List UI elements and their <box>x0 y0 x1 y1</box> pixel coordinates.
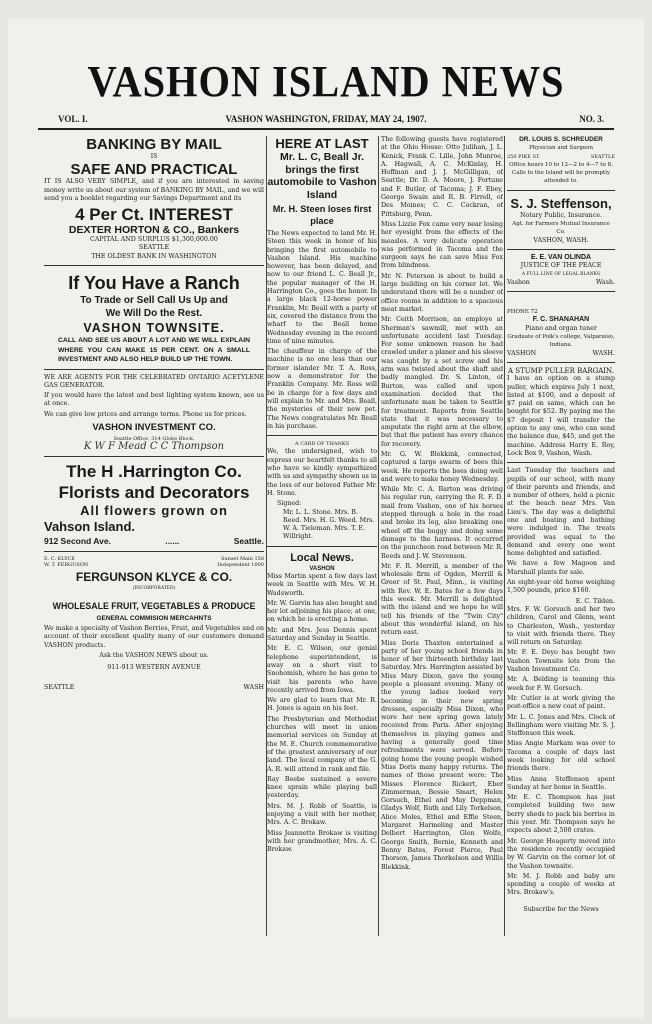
vanolinda-name: E. E. VAN OLINDA <box>530 253 592 261</box>
news-item: Mr. Ceith Morrison, an employe at Sherman's sawmill, met with an unfortunate accident last Tuesday. For some unknown reason he had crawled under a planer and his sleeve was caught by a set screw and his arm was twisted about the shaft and badly mangled. Dr. S. Linton, of Burton, was called and upon examination decided that the unfortunate man be taken to Seattle for treatment. Reports from Seattle state that it was necessary to amputate the right arm at the elbow, but that the patient has every chance for recovery. <box>381 316 503 448</box>
shanahan-location <box>507 350 615 358</box>
news-item: An eight-year old horse weighing 1,500 pounds, price $160. <box>507 579 615 595</box>
news-item: We have a few Magoon and Marshall plants for sale. <box>507 560 615 576</box>
divider <box>507 190 615 191</box>
news-item: Mr. N. Peterson is about to build a large building on his corner lot. We understand there will be a number of office rooms in addition to a spacious meat market. <box>381 272 503 313</box>
news-item: Mr. George Heagerty moved into the residence recently occupied by W. Garvin on the corner lot of the Vashon townsite. <box>507 837 615 870</box>
harrington-dots: ...... <box>165 535 180 546</box>
subscribe-line: Subscribe for the News <box>523 905 599 913</box>
shanahan-town: VASHON <box>507 349 537 357</box>
ferguson-body: We make a specialty of Vashon Berries, Fruit, and Vegetables and on account of their excellent quality many of our customers demand VASHON products. <box>44 624 264 649</box>
news-item: Mr. L. C. Jones and Mrs. Clock of Bellingham were visiting Mr. S. J. Steffenson this week. <box>507 713 615 738</box>
shanahan-title: Piano and organ tuner <box>525 324 597 332</box>
cards-column <box>504 136 615 936</box>
volume-label: VOL. I. <box>58 114 88 124</box>
ferguson-partner-1: E. C. KLYCE <box>44 555 76 562</box>
harrington-flowers: All flowers grown on <box>80 502 228 518</box>
lead-subhead: Mr. L. C, Beall Jr. brings the first automobile to Vashon Island <box>267 151 377 201</box>
bank-capital: CAPITAL AND SURPLUS $1,300,000.00 <box>90 236 218 244</box>
phone-number: PHONE 72 <box>507 309 538 316</box>
local-item: Miss Jeannette Brokaw is visiting with her grandmother, Mrs. A. C. Brokaw. <box>267 829 377 854</box>
bank-body: IT IS ALSO VERY SIMPLE, and if you are interested in saving money write us about our system of BANKING BY MAIL, and we will send you a booklet regarding our Savings Department and its <box>44 178 264 202</box>
ferguson-partner-2: W. T. FERGUSON <box>44 562 89 569</box>
news-item: Miss Lizzie Fox came very near losing her eyesight from the effects of the measles. A very delicate operation was performed in Tacoma and the surgeon says he can save Miss Fox from blindness. <box>381 220 503 270</box>
harrington-city: Seattle. <box>233 535 264 546</box>
bank-city: SEATTLE <box>138 244 170 252</box>
dateline-bar <box>38 114 614 130</box>
ferguson-seattle: SEATTLE <box>44 684 75 692</box>
ranch-body: CALL AND SEE US ABOUT A LOT AND WE WILL EXPLAIN WHERE YOU CAN MAKE 15 PER CENT. ON A SMALL INVESTMENT AND ALSO HELP BUILD UP THE TOWN. <box>58 337 250 364</box>
local-item: The Presbyterian and Methodist churches will meet in union memorial services on Sunday at the M. E. Church commemorative of the greatest anniversary of our land. The local company of the G. A. R. will attend in rank and file. <box>267 715 377 773</box>
vanolinda-town: Vashon <box>507 278 530 286</box>
local-item: Miss Martin spent a few days last week in Seattle with Mrs. W. H. Wadsworth. <box>267 572 377 597</box>
ferguson-incorporated: (INCORPORATED) <box>132 585 176 591</box>
local-item: We are glad to learn that Mr. R. H. Jones is again on his feet. <box>267 697 377 713</box>
news-item: Mr. G. W. Blekkink, connected, captured a large swarm of bees this week. He reports the bees doing well and were to make honey Wednesday. <box>381 450 503 483</box>
local-item: Mr. E. C. Wilson, our genial telephone superintendent, is away on a short visit to Snohomish, where he has gone to visit his parents who have recently arrived from Iowa. <box>267 645 377 694</box>
ferguson-wholesale: WHOLESALE FRUIT, VEGETABLES & PRODUCE <box>52 600 256 611</box>
ferguson-wash: WASH <box>243 684 264 692</box>
news-item: Mr. Cutler is at work giving the post-office a new coat of paint. <box>507 694 615 711</box>
news-item: Miss Anna Steffenson spent Sunday at her home in Seattle. <box>507 775 615 791</box>
card-signed: Signed: <box>277 500 302 508</box>
doctor-title: Physician and Surgeon <box>529 145 593 152</box>
divider <box>507 291 615 292</box>
steffenson-title: Notary Public, Insurance. <box>520 211 602 219</box>
masthead-title: VASHON ISLAND NEWS <box>87 57 565 106</box>
ranch-headline: If You Have a Ranch <box>68 273 240 294</box>
bank-safe: SAFE AND PRACTICAL <box>70 161 238 179</box>
news-item-signature: E. C. Tilden. <box>575 597 615 605</box>
news-column <box>378 136 503 936</box>
lead-body: The News expected to land Mr. H. Steen this week in honor of his bringing the first automobile to Vashon Island. His machine however, has been delayed, and now to our friend L. C. Beall Jr., the popular manager of the H. Harrington Co., goes the honor. In a large black 12-horse power Franklin, Mr. Beall with a party of six, covered the distance from the wharf to the Beall home Wednesday evening in the record time of nine minutes. <box>267 230 377 345</box>
card-body: We, the undersigned, wish to express our heartfelt thanks to all who have so kindly sympathized with us and sympathy shown us in the loss of our beloved Father Mr. H. Stone. <box>267 448 377 497</box>
lead-subhead-2: Mr. H. Steen loses first place <box>272 204 372 226</box>
divider <box>507 249 615 250</box>
ranch-sub1: To Trade or Sell Call Us Up and <box>80 295 228 307</box>
ferguson-ask: Ask the VASHON NEWS about us. <box>99 651 209 659</box>
vanolinda-line: A FULL LINE OF LEGAL BLANKS <box>521 271 601 277</box>
agents-text: WE ARE AGENTS FOR THE CELEBRATED ONTARIO ACETYLENE GAS GENERATOR. <box>44 373 264 389</box>
divider <box>44 369 264 370</box>
ferguson-name: FERGUNSON KLYCE & CO. <box>75 569 233 584</box>
news-item: Mr. F. E. Deyo has bought two Vashon Townsite lots from the Vashon Investment Co. <box>507 649 615 674</box>
ferguson-general: GENERAL COMMISION MERCAHNTS <box>96 614 212 622</box>
harrington-address-line <box>44 535 264 547</box>
vanolinda-location <box>507 279 615 287</box>
lead-article-column <box>266 136 377 936</box>
doctor-calls: Calls to the Island will be promptly attended to. <box>512 170 610 185</box>
divider <box>507 362 615 363</box>
local-item: Mr. W. Garvin has also bought and her lot adjoining his place; at one, on which he is erecting a home. <box>267 599 377 624</box>
harrington-headline: The H .Harrington Co. <box>66 461 242 481</box>
bank-name: DEXTER HORTON & CO., Bankers <box>68 224 240 237</box>
doctor-street: 250 PIKE ST. <box>507 153 541 160</box>
news-item: Last Tuesday the teachers and pupils of our school, with many of their parents and friends, and a number of others, held a picnic at the beach near Mrs. Van Lieu's. The day was a delightful one and boating and bathing were indulged in. The treats provided was equal to the demand and every one went home delighted and satisfied. <box>507 467 615 558</box>
news-item: Miss Angie Markam was over to Tacoma a couple of days last week looking for old school friends there. <box>507 740 615 773</box>
divider <box>267 546 377 547</box>
harrington-island: Vahson Island. <box>44 518 136 534</box>
ferguson-phone-2: Independent 1000 <box>217 562 264 569</box>
stump-body: I have an option on a stump puller, which expires July 1 next, listed at $100, and a deposit of $7 paid on same, which can be bought for $52. By paying me the $7 deposit I will transfer the option to any one, who can send the balance due, $45, and get the machine. Address Harry E. Roy, Lock Box 9, Vashon, Wash. <box>507 375 615 457</box>
ferguson-phone-1: Sunset Main 158 <box>220 555 264 562</box>
steffenson-address: VASHON, WASH. <box>533 236 589 244</box>
shanahan-name: F. C. SHANAHAN <box>532 316 590 324</box>
doctor-name: DR. LOUIS S. SCHREUDER <box>519 136 603 143</box>
harrington-florists: Florists and Decorators <box>58 482 250 502</box>
local-item: Mr. and Mrs. Jess Dennis spent Saturday and Sunday in Seattle. <box>267 626 377 643</box>
news-item: Mr. E. C. Thompson has just completed building two new berry sheds to pack his berries in this year. Mr. Thompson says he expects about 2,500 crates. <box>507 794 615 835</box>
bank-headline: BANKING BY MAIL <box>86 136 222 153</box>
steffenson-name: S. J. Steffenson, <box>510 195 612 211</box>
investment-co-name: VASHON INVESTMENT CO. <box>92 422 216 434</box>
divider <box>44 456 264 457</box>
steffenson-agent: Agt. for Farmers Mutual Insurance Co. <box>512 221 610 236</box>
card-headline: A CARD OF THANKS <box>295 441 349 448</box>
bank-interest: 4 Per Ct. INTEREST <box>75 205 233 225</box>
vanolinda-title: JUSTICE OF THE PEACE <box>520 262 602 270</box>
harrington-address: 912 Second Ave. <box>44 535 111 546</box>
investment-signature: K W F Mead C C Thompson <box>83 441 225 453</box>
ads-column <box>44 136 264 936</box>
divider <box>44 265 264 266</box>
news-item: Miss Doris Thaxton entertained a party of her young school friends in honor of her thirteenth birthday last Saturday. Mrs. Harrington assisted by Miss Mary Dixon, gave the young people a pleasant evening. Many of the young ladies looked very becoming in their new spring dresses, especially Miss Dixon, who wore her new spring gown lately received from Paris. After enjoying themselves in playing games and having a generally good time refreshments were served. Before going home the young people wished Miss Doris many happy returns. The names of those present were: The Misses Florence Rickert, Eber Zimmerman, Bessie Smart, Helen Gorsuch, Ethel and May Deppman, Gladys Wolf, Ruth and Lily Torkelson, Alice Moles, Ethel and Effie Steen, Margaret Harmeling and Master Delbert Harrington, Glen Wolfe, George Smith, Bernie, Kenneth and Benny Bates, Forest Pierce, Paul Thorson, James Thorkelson and Willis Blekkink. <box>381 639 503 871</box>
news-item: Mrs. F. W. Gorsuch and her two children, Carol and Glenn, went to Charleston, Wash., yesterday to visit with friends there. They will return on Saturday. <box>507 605 615 647</box>
lead-headline: HERE AT LAST <box>275 136 369 151</box>
ranch-sub2: We Will Do the Rest. <box>105 308 203 320</box>
ranch-townsite: VASHON TOWNSITE. <box>83 321 225 336</box>
shanahan-state: WASH. <box>592 349 615 357</box>
local-news-place: VASHON <box>309 565 335 572</box>
local-item: Ray Beebe sustained a severe knee sprain while playing ball yesterday. <box>267 775 377 800</box>
news-item: Mr. F. R. Merrill, a member of the wholesale firm of Ogden, Merrill & Greer of St. Paul, Minn., is visiting with Rev. W. E. Bates for a few days this week. Mr. Merrill is delighted with the island and we hope he will tell his friends of the "Twin City" about this wonderful island, on his return east. <box>381 562 503 637</box>
bank-oldest: THE OLDEST BANK IN WASHINGTON <box>91 252 217 260</box>
news-item: While Mr. C. A. Barton was driving his regular run, carrying the R. F. D. mail from Vashon, one of his horses stepped through a hole in the road and broke its leg, also breaking one wheel off the buggy and doing some damage to the harness. It occurred on the puncheon road between Mr. R. Reeds and J. W. Stevenson. <box>381 486 503 560</box>
stump-headline: A STUMP PULLER BARGAIN. <box>508 366 614 375</box>
local-news-headline: Local News. <box>290 551 354 564</box>
doctor-address <box>507 153 615 161</box>
dateline-text: VASHON WASHINGTON, FRIDAY, MAY 24, 1907. <box>225 114 427 124</box>
divider <box>267 435 377 436</box>
news-item: Mr. M. J. Robb and baby are spending a couple of weeks at Mrs. Brokaw's. <box>507 872 615 897</box>
issue-number: NO. 3. <box>579 114 604 124</box>
local-item: Mrs. M. J. Robb of Seattle, is enjoying a visit with her mother, Mrs. A. C. Brokaw. <box>267 802 377 827</box>
divider <box>44 551 264 552</box>
card-names: Mr. L. L. Stone. Mrs. B. Reed. Mrs. H. G. Weed. Mrs. W. A. Tieleman. Mrs. T. E. Willright. <box>283 508 375 541</box>
news-item: The following guests have registered at the Ohio House: Otto Julihan, J. L. Kenick, Frank C. Lille, John Munroe, A. Hagwall, A. C. McKinlay, H. Hoffman and J. J. McGilligan, of Seattle; Dr. D. A. Moore, J. Fortune and F. Butler, of Tacoma; J. F. Ebey, George Swain and R. B. Firrell, of Des Moines; C. C. Cockran, of Pittsburg, Penn. <box>381 136 503 218</box>
divider <box>507 462 615 463</box>
vanolinda-state: Wash. <box>596 278 615 286</box>
news-item: Mr. A. Belding is teaming this week for F. W. Gorsuch. <box>507 676 615 692</box>
bank-is: IS <box>150 153 158 160</box>
ferguson-bottom <box>44 684 264 692</box>
shanahan-graduate: Graduate of Polk's college, Valparaiso, Indiana. <box>507 334 615 349</box>
doctor-hours: Office hours 10 to 12—2 to 4—7 to 8. <box>509 161 613 168</box>
newspaper-page <box>8 18 644 1018</box>
lead-body-2: The chauffeur in charge of the machine is no one less than our former islander Mr. T. A. Ross, now a demonstrator for the Franklin Company. Mr. Ross will be in charge for a few days and will explain to Mr. and Mrs. Beall, the mysteries of their new pet. The News congratulates Mr. Beall in his purchase. <box>267 348 377 430</box>
agents-text-3: We can give low prices and arrange terms. Phone us for prices. <box>44 410 247 418</box>
ferguson-address: 911-913 WESTERN AVENUE <box>107 664 201 672</box>
ferguson-top-lines <box>44 556 264 569</box>
doctor-city: SEATTLE <box>590 153 615 160</box>
agents-text-2: If you would have the latest and best lighting system known, see us at once. <box>44 392 264 408</box>
investment-office: Seattle Office, 314 Globe Block. <box>113 436 195 443</box>
